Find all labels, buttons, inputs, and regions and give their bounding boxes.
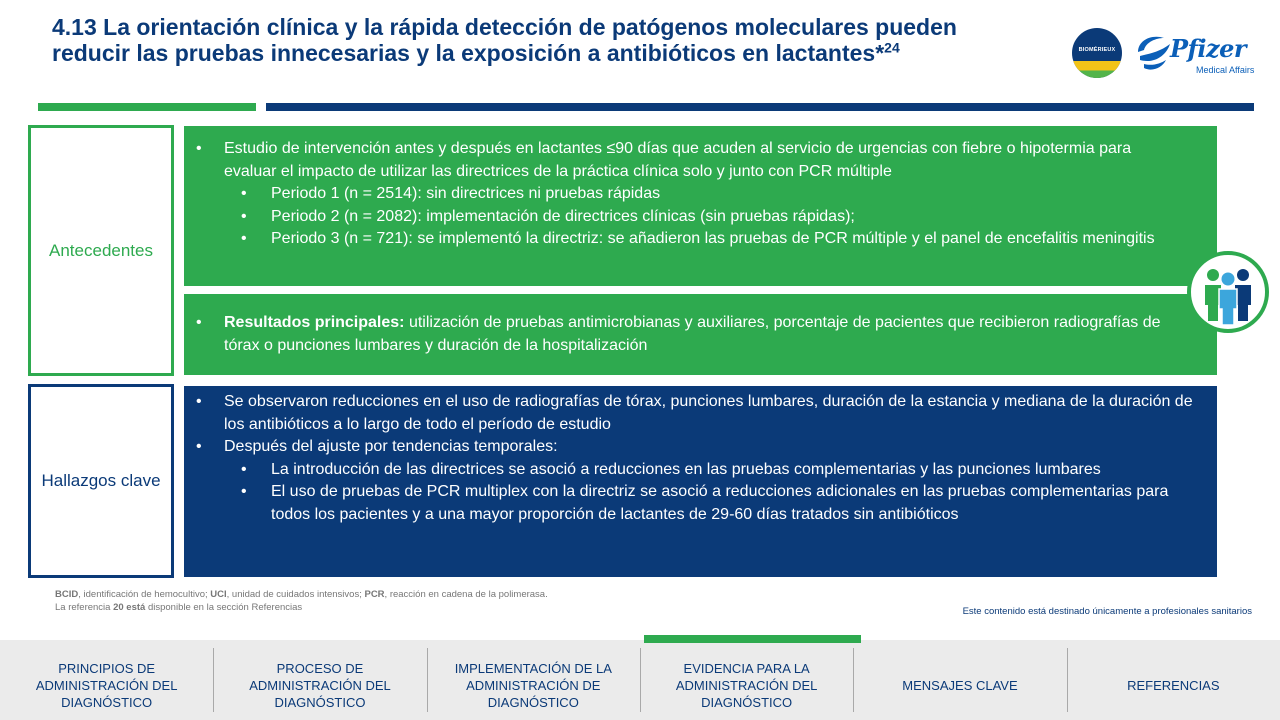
findings-label-box xyxy=(28,384,174,578)
people-group-icon xyxy=(1187,251,1269,333)
nav-process[interactable]: PROCESO DE ADMINISTRACIÓN DEL DIAGNÓSTICO xyxy=(213,640,426,720)
outcomes-text: utilización de pruebas antimicrobianas y auxiliares, porcentaje de pacientes que recibieron radiografías de tórax o punciones lumbares y duración de la hospitalización xyxy=(224,314,1161,354)
reference-superscript: 24 xyxy=(884,39,900,56)
background-label-box xyxy=(28,125,174,376)
findings-bullet-2: • Después del ajuste por tendencias temporales: xyxy=(224,436,1197,459)
nav-evidence[interactable]: EVIDENCIA PARA LA ADMINISTRACIÓN DEL DIAGNÓSTICO xyxy=(640,640,853,720)
nav-key-messages[interactable]: MENSAJES CLAVE xyxy=(853,640,1066,720)
outcomes-panel xyxy=(184,294,1217,375)
page-title: 4.13 La orientación clínica y la rápida detección de patógenos moleculares pueden reducir las pruebas innecesarias y la exposición a antibióticos en lactantes*$^{24}$ xyxy=(52,14,957,66)
background-label: Antecedentes xyxy=(49,240,153,260)
bottom-navigation xyxy=(0,640,1280,720)
biomerieux-logo: BIOMÉRIEUX xyxy=(1072,28,1122,78)
title-rule-green xyxy=(38,103,256,111)
findings-label: Hallazgos clave xyxy=(41,471,161,490)
outcomes-label: Resultados principales: xyxy=(224,314,405,331)
hcp-disclaimer: Este contenido está destinado únicamente a profesionales sanitarios xyxy=(962,606,1252,617)
findings-panel xyxy=(184,386,1217,577)
abbreviations: BCID, identificación de hemocultivo; UCI, unidad de cuidados intensivos; PCR, reacción en cadena de la polimerasa. xyxy=(55,589,548,600)
outcomes-bullet xyxy=(224,312,1177,357)
reference-note: La referencia 20 está disponible en la sección Referencias xyxy=(55,602,303,613)
period-3-bullet: • Periodo 3 (n = 721): se implementó la directriz: se añadieron las pruebas de PCR múltiple y el panel de encefalitis meningitis xyxy=(271,228,1177,251)
nav-implementation[interactable]: IMPLEMENTACIÓN DE LA ADMINISTRACIÓN DE DIAGNÓSTICO xyxy=(427,640,640,720)
background-bullet: • Estudio de intervención antes y después en lactantes ≤90 días que acuden al servicio de urgencias con fiebre o hipotermia para evaluar el impacto de utilizar las directrices de la práctica clínica solo y junto con PCR múltiple xyxy=(224,138,1177,183)
nav-principles[interactable]: PRINCIPIOS DE ADMINISTRACIÓN DEL DIAGNÓSTICO xyxy=(35,660,178,710)
period-2-bullet: • Periodo 2 (n = 2082): implementación de directrices clínicas (sin pruebas rápidas); xyxy=(271,206,1177,229)
nav-references[interactable]: REFERENCIAS xyxy=(1067,640,1280,720)
footnote xyxy=(55,588,548,614)
background-panel xyxy=(184,126,1217,286)
findings-sub-bullet-1: • La introducción de las directrices se asoció a reducciones en las pruebas complementarias y las punciones lumbares xyxy=(271,459,1197,482)
findings-sub-bullet-2: • El uso de pruebas de PCR multiplex con la directriz se asoció a reducciones adicionales en las pruebas complementarias para todos los pacientes y a una mayor proporción de lactantes de 29-60 días tratados sin antibióticos xyxy=(271,481,1197,526)
title-rule-blue xyxy=(266,103,1254,111)
nav-active-indicator xyxy=(644,635,861,643)
findings-bullet-1: • Se observaron reducciones en el uso de radiografías de tórax, punciones lumbares, duración de la estancia y mediana de la duración de los antibióticos a lo largo de todo el período de estudio xyxy=(224,391,1197,436)
pfizer-logo: Pfizer Medical Affairs xyxy=(1134,28,1256,78)
period-1-bullet: • Periodo 1 (n = 2514): sin directrices ni pruebas rápidas xyxy=(271,183,1177,206)
pfizer-swoosh-icon xyxy=(1134,30,1174,74)
